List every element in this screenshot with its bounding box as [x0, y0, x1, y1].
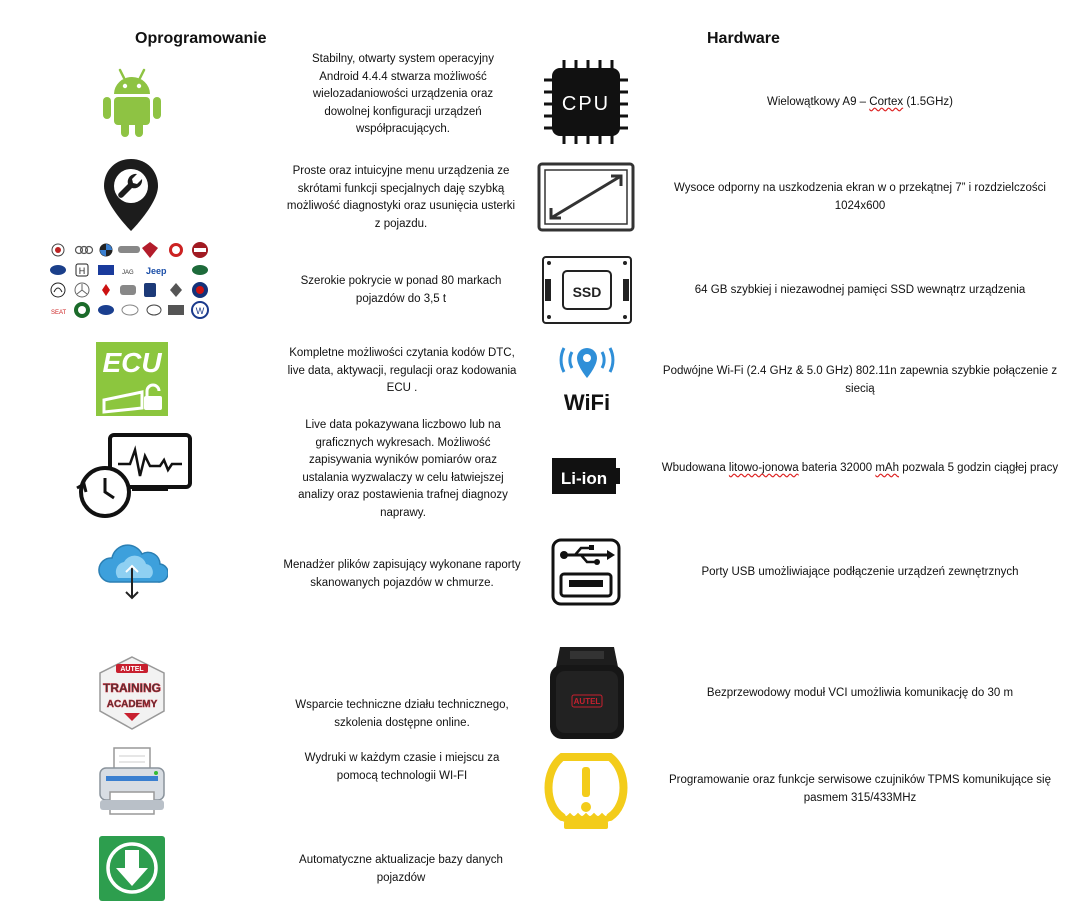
ssd-label: SSD	[572, 284, 602, 300]
tpms-icon	[540, 747, 632, 831]
usb-icon	[551, 538, 621, 606]
hardware-feature-text: Wielowątkowy A9 – Cortex (1.5GHz)	[767, 96, 953, 108]
hardware-feature-text: Porty USB umożliwiające podłączenie urządzeń zewnętrznych	[701, 566, 1019, 578]
wrench-pin-icon	[102, 157, 160, 233]
software-feature-text: Szerokie pokrycie w ponad 80 markach pojazdów do 3,5 t	[300, 275, 502, 305]
wifi-label: WiFi	[563, 390, 611, 414]
download-icon	[99, 836, 165, 901]
printer-icon	[96, 746, 168, 818]
software-feature-text: Live data pokazywana liczbowo lub na graficznych wykresach. Możliwość zapisywania wyników pomiarów oraz ustalania wyzwalaczy w celu łatwiejszej analizy oraz postawienia trafnej diagnozy naprawy.	[298, 419, 508, 519]
cpu-icon	[542, 58, 630, 146]
ecu-icon	[96, 342, 168, 416]
cloud-icon	[96, 540, 168, 602]
svg-text:H: H	[78, 266, 86, 276]
academy-label: ACADEMY	[106, 699, 158, 710]
hardware-feature-text: Bezprzewodowy moduł VCI umożliwia komunikację do 30 m	[706, 687, 1014, 699]
svg-text:SEAT: SEAT	[51, 310, 67, 316]
software-feature-text: Proste oraz intuicyjne menu urządzenia ze skrótami funkcji specjalnych daję szybką możliwość diagnostyki oraz usunięcia usterki z pojazdu.	[286, 165, 516, 230]
ecu-label: ECU	[102, 347, 162, 378]
cpu-label: CPU	[561, 93, 611, 115]
software-feature-text: Wsparcie techniczne działu technicznego, szkolenia dostępne online.	[295, 699, 509, 729]
hardware-feature-text: Wbudowana litowo-jonowa bateria 32000 mAh pozwala 5 godzin ciągłej pracy	[661, 462, 1059, 474]
training-label: TRAINING	[103, 681, 161, 695]
vci-autel-label: AUTEL	[573, 697, 601, 706]
wifi-icon	[552, 342, 622, 414]
li-ion-icon	[550, 456, 622, 496]
vci-icon	[546, 645, 628, 741]
screen-icon	[537, 162, 635, 232]
hardware-feature-text: 64 GB szybkiej i niezawodnej pamięci SSD wewnątrz urządzenia	[694, 284, 1026, 296]
software-feature-text: Automatyczne aktualizacje bazy danych pojazdów	[299, 854, 503, 884]
ssd-icon	[541, 255, 633, 325]
liion-label: Li-ion	[560, 469, 608, 488]
live-data-icon	[72, 432, 194, 520]
svg-text:Jeep: Jeep	[146, 266, 167, 276]
autel-label: AUTEL	[120, 666, 144, 673]
hardware-feature-text: Podwójne Wi-Fi (2.4 GHz & 5.0 GHz) 802.11n zapewnia szybkie połączenie z siecią	[662, 365, 1058, 395]
hardware-feature-text: Programowanie oraz funkcje serwisowe czujników TPMS komunikujące się pasmem 315/433MHz	[669, 774, 1051, 804]
software-feature-text: Stabilny, otwarty system operacyjny Android 4.4.4 stwarza możliwość wielozadaniowości urządzenia oraz dowolnej konfiguracji urządzeń współpracujących.	[312, 53, 494, 135]
training-academy-icon	[94, 655, 170, 731]
svg-text:JAG: JAG	[122, 270, 134, 276]
car-brands-icon	[48, 240, 218, 324]
software-header: Oprogramowanie	[135, 30, 267, 47]
hardware-feature-text: Wysoce odporny na uszkodzenia ekran w o przekątnej 7” i rozdzielczości 1024x600	[674, 182, 1046, 212]
software-feature-text: Wydruki w każdym czasie i miejscu za pomocą technologii WI-FI	[304, 752, 500, 782]
software-feature-text: Kompletne możliwości czytania kodów DTC, live data, aktywacji, regulacji oraz kodowania ECU .	[287, 347, 517, 394]
software-feature-text: Menadżer plików zapisujący wykonane raporty skanowanych pojazdów w chmurze.	[283, 559, 521, 589]
android-icon	[100, 66, 164, 138]
hardware-header: Hardware	[707, 30, 780, 47]
svg-text:W: W	[195, 306, 205, 316]
